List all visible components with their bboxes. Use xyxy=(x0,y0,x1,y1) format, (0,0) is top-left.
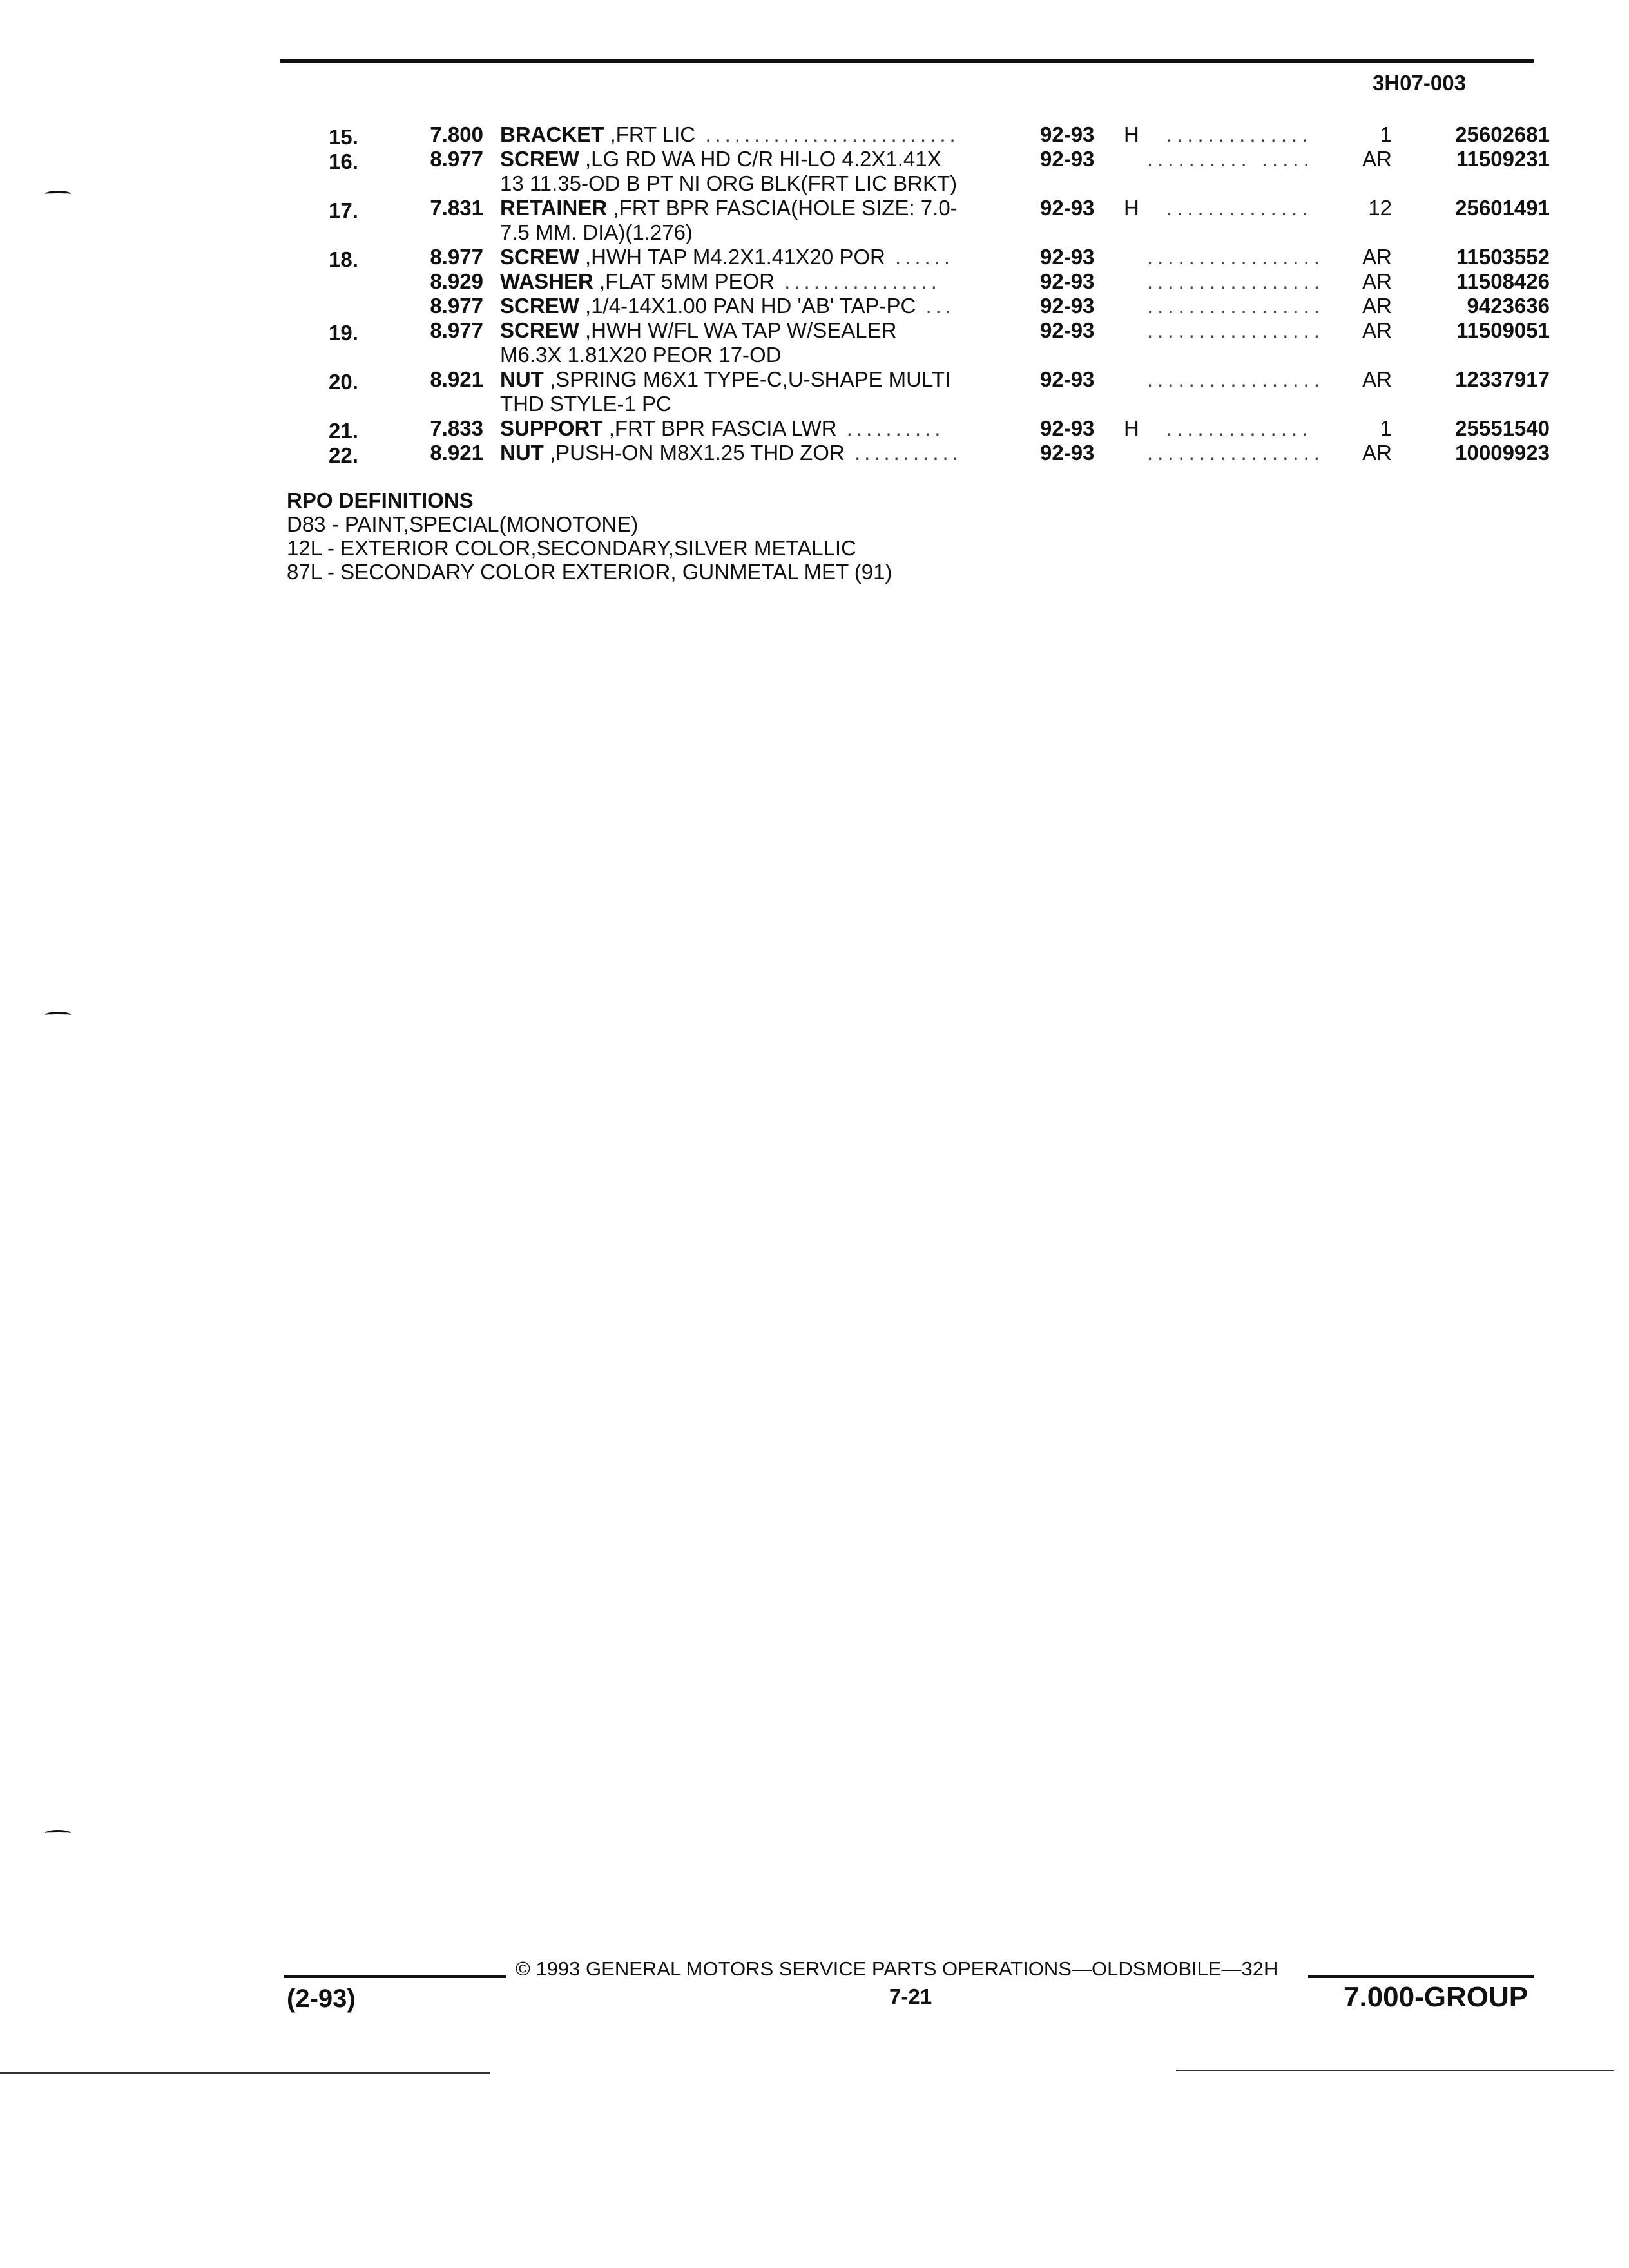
part-description: SCREW ,1/4-14X1.00 PAN HD 'AB' TAP-PC ... xyxy=(500,294,956,318)
part-detail-continued: M6.3X 1.81X20 PEOR 17-OD xyxy=(500,343,782,367)
item-number: 16. xyxy=(329,149,358,173)
scan-edge-line xyxy=(1176,2070,1614,2071)
group-number: 7.800 xyxy=(430,122,483,146)
footer-rule-right xyxy=(1308,1975,1534,1978)
footer-group-label: 7.000-GROUP xyxy=(1344,1981,1528,2013)
model-years: 92-93 xyxy=(1040,367,1095,391)
part-detail: ,FRT LIC xyxy=(604,122,696,146)
part-description: SUPPORT ,FRT BPR FASCIA LWR .......... xyxy=(500,416,945,440)
part-name: NUT xyxy=(500,441,544,465)
part-number: 11509051 xyxy=(1456,318,1550,342)
table-row: 19. 8.977 SCREW ,HWH W/FL WA TAP W/SEALER M6.3X 1.81X20 PEOR 17-OD 92-93 ................. AR 11509051 xyxy=(329,318,1550,367)
model-years: 92-93 xyxy=(1040,269,1095,293)
header-rule xyxy=(280,59,1534,63)
part-number: 25602681 xyxy=(1455,122,1550,146)
part-description: WASHER ,FLAT 5MM PEOR ................ xyxy=(500,269,941,293)
group-number: 8.977 xyxy=(430,245,483,269)
part-detail: ,1/4-14X1.00 PAN HD 'AB' TAP-PC xyxy=(579,294,916,318)
part-name: SCREW xyxy=(500,245,579,269)
group-number: 8.929 xyxy=(430,269,483,293)
part-description: BRACKET ,FRT LIC .......................... xyxy=(500,122,959,146)
footer-page-number: 7-21 xyxy=(889,1984,932,2008)
model-years: 92-93 xyxy=(1040,245,1095,269)
part-detail: ,FRT BPR FASCIA(HOLE SIZE: 7.0- xyxy=(607,196,958,220)
item-number: 17. xyxy=(329,198,358,222)
part-description: NUT ,PUSH-ON M8X1.25 THD ZOR ........... xyxy=(500,441,962,465)
rpo-title: RPO DEFINITIONS xyxy=(287,488,474,512)
model-years: 92-93 xyxy=(1040,122,1095,146)
table-row: 15. 7.800 BRACKET ,FRT LIC .......................... 92-93 H .............. 1 25602681 xyxy=(329,122,1550,149)
item-number: 20. xyxy=(329,370,358,394)
part-name: SCREW xyxy=(500,147,579,171)
item-number: 22. xyxy=(329,443,358,467)
model-years: 92-93 xyxy=(1040,416,1095,440)
rpo-line: 12L - EXTERIOR COLOR,SECONDARY,SILVER METALLIC xyxy=(287,536,856,560)
quantity: AR xyxy=(1362,367,1392,391)
part-number: 10009923 xyxy=(1455,441,1550,465)
table-row: 22. 8.921 NUT ,PUSH-ON M8X1.25 THD ZOR ........... 92-93 ................. AR 10009923 xyxy=(329,441,1550,467)
item-number: 19. xyxy=(329,321,358,345)
model-years: 92-93 xyxy=(1040,147,1095,171)
quantity: AR xyxy=(1362,269,1392,293)
part-number: 11508426 xyxy=(1456,269,1550,293)
quantity: 1 xyxy=(1380,122,1392,146)
group-number: 8.977 xyxy=(430,147,483,171)
part-detail: ,LG RD WA HD C/R HI-LO 4.2X1.41X xyxy=(579,147,941,171)
part-number: 11503552 xyxy=(1456,245,1550,269)
model-years: 92-93 xyxy=(1040,318,1095,342)
part-name: WASHER xyxy=(500,269,593,293)
usage-flag: H xyxy=(1124,196,1139,220)
usage-flag: H xyxy=(1124,416,1139,440)
part-number: 25551540 xyxy=(1455,416,1550,440)
quantity: AR xyxy=(1362,147,1392,171)
table-row: 18. 8.977 SCREW ,HWH TAP M4.2X1.41X20 POR ...... 92-93 ................. AR 11503552 xyxy=(329,245,1550,271)
part-number: 11509231 xyxy=(1456,147,1550,171)
rpo-line: 87L - SECONDARY COLOR EXTERIOR, GUNMETAL MET (91) xyxy=(287,560,892,584)
part-name: NUT xyxy=(500,367,544,391)
part-detail-continued: THD STYLE-1 PC xyxy=(500,392,671,416)
part-detail: ,HWH TAP M4.2X1.41X20 POR xyxy=(579,245,885,269)
quantity: AR xyxy=(1362,441,1392,465)
part-detail: ,FLAT 5MM PEOR xyxy=(593,269,775,293)
part-name: SCREW xyxy=(500,294,579,318)
item-number: 21. xyxy=(329,419,358,443)
binder-hole-mark xyxy=(45,191,71,197)
item-number: 18. xyxy=(329,247,358,271)
model-years: 92-93 xyxy=(1040,196,1095,220)
quantity: AR xyxy=(1362,294,1392,318)
part-name: RETAINER xyxy=(500,196,608,220)
rpo-line: D83 - PAINT,SPECIAL(MONOTONE) xyxy=(287,512,639,536)
rpo-definitions xyxy=(287,488,892,584)
part-name: SUPPORT xyxy=(500,416,603,440)
part-name: BRACKET xyxy=(500,122,604,146)
group-number: 8.977 xyxy=(430,318,483,342)
part-description: SCREW ,HWH TAP M4.2X1.41X20 POR ...... xyxy=(500,245,954,269)
scan-edge-line xyxy=(0,2072,490,2074)
table-row: 8.929 WASHER ,FLAT 5MM PEOR ................ 92-93 ................. AR 11508426 xyxy=(284,269,1540,294)
part-name: SCREW xyxy=(500,318,579,342)
model-years: 92-93 xyxy=(1040,294,1095,318)
group-number: 8.921 xyxy=(430,441,483,465)
table-row: 20. 8.921 NUT ,SPRING M6X1 TYPE-C,U-SHAPE MULTI THD STYLE-1 PC 92-93 ................. AR 12337917 xyxy=(329,367,1550,416)
part-detail: ,HWH W/FL WA TAP W/SEALER xyxy=(579,318,897,342)
quantity: 1 xyxy=(1380,416,1392,440)
group-number: 8.921 xyxy=(430,367,483,391)
usage-flag: H xyxy=(1124,122,1139,146)
footer-copyright: © 1993 GENERAL MOTORS SERVICE PARTS OPERATIONS—OLDSMOBILE—32H xyxy=(516,1957,1278,1980)
part-detail: ,SPRING M6X1 TYPE-C,U-SHAPE MULTI xyxy=(543,367,951,391)
table-row: 16. 8.977 SCREW ,LG RD WA HD C/R HI-LO 4.2X1.41X 13 11.35-OD B PT NI ORG BLK(FRT LIC BRKT) 92-93 .......... ..... AR 11509231 xyxy=(329,147,1550,195)
part-detail-continued: 7.5 MM. DIA)(1.276) xyxy=(500,220,693,244)
footer-revision-date: (2-93) xyxy=(287,1984,356,2013)
part-detail: ,FRT BPR FASCIA LWR xyxy=(602,416,837,440)
table-row: 21. 7.833 SUPPORT ,FRT BPR FASCIA LWR .......... 92-93 H .............. 1 25551540 xyxy=(329,416,1550,443)
part-detail: ,PUSH-ON M8X1.25 THD ZOR xyxy=(543,441,845,465)
quantity: AR xyxy=(1362,318,1392,342)
part-number: 25601491 xyxy=(1455,196,1550,220)
binder-hole-mark xyxy=(45,1830,71,1836)
part-number: 12337917 xyxy=(1455,367,1550,391)
quantity: AR xyxy=(1362,245,1392,269)
part-detail-continued: 13 11.35-OD B PT NI ORG BLK(FRT LIC BRKT) xyxy=(500,171,958,195)
footer-rule-left xyxy=(284,1975,506,1978)
group-number: 8.977 xyxy=(430,294,483,318)
document-code: 3H07-003 xyxy=(1373,71,1466,95)
binder-hole-mark xyxy=(45,1012,71,1018)
table-row: 8.977 SCREW ,1/4-14X1.00 PAN HD 'AB' TAP-PC ... 92-93 ................. AR 9423636 xyxy=(284,294,1540,318)
group-number: 7.831 xyxy=(430,196,483,220)
part-number: 9423636 xyxy=(1467,294,1550,318)
model-years: 92-93 xyxy=(1040,441,1095,465)
item-number: 15. xyxy=(329,125,358,149)
table-row: 17. 7.831 RETAINER ,FRT BPR FASCIA(HOLE SIZE: 7.0- 7.5 MM. DIA)(1.276) 92-93 H .............. 12 25601491 xyxy=(329,196,1550,244)
group-number: 7.833 xyxy=(430,416,483,440)
quantity: 12 xyxy=(1368,196,1392,220)
